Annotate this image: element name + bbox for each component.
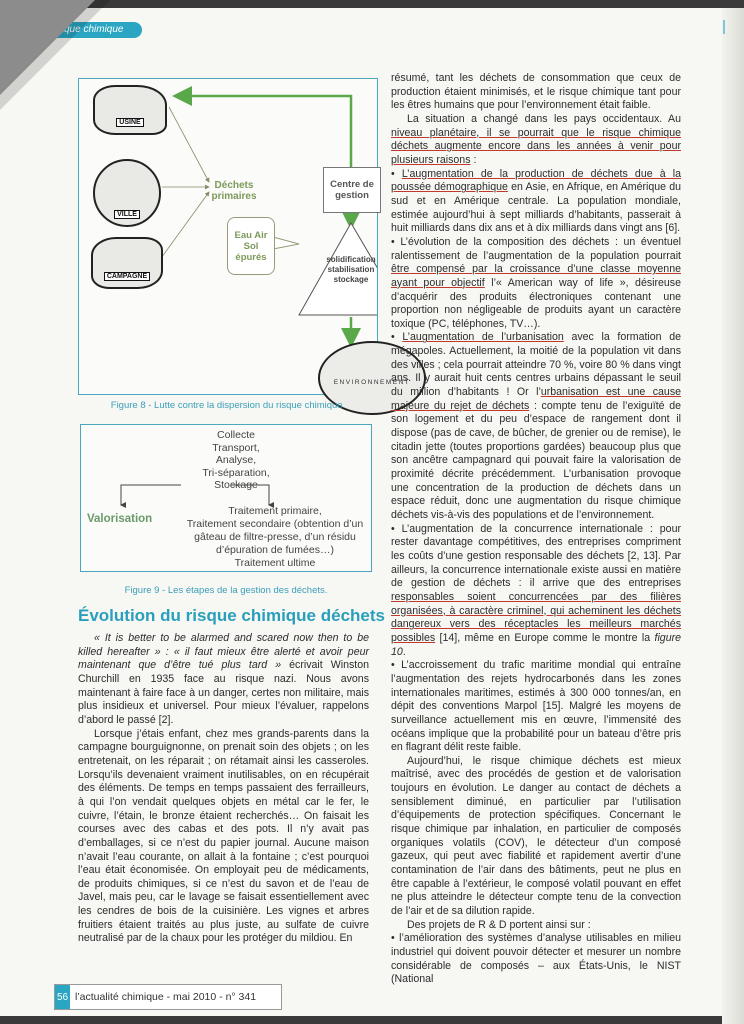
arrow-usine-to-dechets [169,107,209,182]
quote-french: « il faut mieux être alerté et avoir peur maintenant que d’être tué plus tard » [78,645,369,672]
page-number: 56 [55,985,70,1009]
underlined-text: urbanisation est une cause majeure du rejet de déchets [391,386,682,412]
step-item: Stockage [214,479,258,491]
traitement-item: Traitement secondaire (obtention d’un gâteau de filtre-presse, d’un résidu d’épuration de fumées…) [186,518,364,556]
triangle-label: solidification stabilisation stockage [326,255,376,284]
bullet-item: • L’évolution de la composition des déchets : un éventuel ralentissement de l’augmentation de la population pourrait être compensé par la croissance d’une classe moyenne ayant pour objectif l’« American way of life », désireuse d’acquérir des produits électroniques contenant une proportion non négligeable de produits ayant un caractère toxique (PC, téléphones, TV…). [391,235,681,330]
paragraph: Des projets de R & D portent ainsi sur : [407,918,591,931]
underlined-text: L’augmentation de l’urbanisation [402,331,564,344]
traitement-item: Traitement primaire, [228,505,322,517]
step-item: Analyse, [215,454,257,466]
figure-9-diagram [80,424,372,572]
publication-title: l’actualité chimique - mai 2010 - n° 341 [75,991,257,1003]
paragraph: résumé, tant les déchets de consommation que ceux de production étaient minimisés, et le risque chimique tant pour les êtres humains que pour l’environnement était faible. [391,72,681,112]
figure-9-caption: Figure 9 - Les étapes de la gestion des déchets. [124,585,328,596]
centre-gestion-box: Centre de gestion [323,167,381,213]
right-column [391,72,681,987]
paragraph: Lorsque j’étais enfant, chez mes grands-parents dans la campagne bourguignonne, on prenait soin des objets ; on les entretenait, on les réparait ; on rétamait ainsi les casseroles. Lorsqu’ils devenaient vraiment inutilisables, on en récupérait des éléments. De temps en temps passaient des ferrailleurs, à qui l’on vendait quelques objets en métal car le fer, le cuivre, l’étain, le bronze étaient recherchés… On faisait les courses avec des cabas et des pots. Il n’y avait pas d’emballages, si ce n’est du papier journal. Aucune maison n’avait l’eau courante, on allait à la fontaine ; c’est pourquoi l’eau était économisée. On employait peu de médicaments, de produits chimiques, si ce n’est du savon et de l’eau de Javel, mais peu, car le lavage se faisait essentiellement avec les cendres de bois de la cuisinière. Les vignes et arbres fruitiers étaient traités au plus juste, au sulfate de cuivre neutralisé par de la chaux pour les protéger du mildiou. En [78,727,369,945]
step-item: Tri-séparation, [202,466,270,479]
dechets-primaires-label: Déchets primaires [211,180,257,202]
figure-8-diagram [78,78,411,395]
bullet-item: • L’accroissement du trafic maritime mondial qui entraîne l’augmentation des rejets hydrocarbonés dans les zones internationales maritimes, estimés à 300 000 tonnes/an, en dépit des conventions Marpol [15]. Malgré les moyens de surveillance actuellement mis en œuvre, l’immensité des océans implique que la probabilité pour un bateau d’être pris en flagrant délit reste faible. [391,659,681,754]
valorisation-label: Valorisation [87,513,153,525]
figure-reference: figure 10 [391,631,681,658]
figure-8-caption: Figure 8 - Lutte contre la dispersion du risque chimique. [110,400,346,411]
traitement-list [181,505,369,570]
bullet-item: • L’augmentation de l’urbanisation avec la formation de mégapoles. Actuellement, la moitié de la population vit dans des villes ; cela pourrait atteindre 70 %, voire 80 % dans vingt ans. Il y aurait huit cents centres urbains dépassant le seuil du million d’habitants ! Or l’urbanisation est une cause majeure du rejet de déchets : compte tenu de l’exiguïté de son logement et du peu d’espace de rangement dont il dispose (pas de cave, de bûcher, de grenier ou de remise), le citadin jette (toutes proportions gardées) beaucoup plus que son ancêtre campagnard qui pouvait faire la valorisation de proximité décrite précédemment. L’urbanisation provoque une concentration de la production de déchets dans un espace réduit, donc une augmentation du risque chimique déchets vis-à-vis des populations et de l’environnement. [391,331,682,521]
page-edge [722,8,744,1024]
arrow-campagne-to-dechets [159,192,209,261]
ville-pictogram: VILLE [93,159,161,227]
campagne-pictogram: CAMPAGNE [91,237,163,289]
quote-english: « It is better to be alarmed and scared now then to be killed hereafter » : [78,632,369,658]
step-item: Collecte [217,429,255,441]
epures-bubble: Eau Air Sol épurés [227,217,275,275]
step-item: Transport, [212,441,260,454]
arrow-to-valorisation [121,485,181,505]
bullet-item: • L’augmentation de la concurrence internationale : pour rester davantage compétitives, des entreprises compriment les coûts d’une gestion responsable des déchets [2, 13]. Par ailleurs, la concurrence internationale existe aussi en matière de gestion de déchets : il arrive que des entreprises responsables soient concurrencées par des filières organisées, à caractère criminel, qui acheminent les déchets dangereux vers des réceptacles les meilleurs marchés possibles [14], même en Europe comme le montre la figure 10. [391,522,681,658]
section-tag: que chimique [40,22,142,38]
underlined-text: niveau planétaire, il se pourrait que le risque chimique déchets augmente encore dans les années à venir pour plusieurs raisons [391,126,681,166]
bubble-pointer [273,237,299,249]
paragraph: La situation a changé dans les pays occidentaux. Au niveau planétaire, il se pourrait que le risque chimique déchets augmente encore dans les années à venir pour plusieurs raisons : [391,112,681,166]
environment-label: ENVIRONNEMENT [333,379,411,386]
section-title: Évolution du risque chimique déchets [78,606,385,625]
steps-list [181,429,291,492]
traitement-item: Traitement ultime [234,557,316,569]
page-fold-corner [0,0,95,95]
arrow-centre-to-usine [177,96,351,167]
underlined-text: être compensé par la croissance d’une classe moyenne ayant pour objectif [391,263,681,289]
paragraph: « It is better to be alarmed and scared now then to be killed hereafter » : « il faut mieux être alerté et avoir peur maintenant que d’être tué plus tard » écrivait Winston Churchill en 1935 face au risque nazi. Nous avons maintenant à faire face à un danger, certes non militaire, mais plus insidieux et universel. Pour mieux l’évaluer, rappelons d’abord le passé [2]. [78,632,369,726]
underlined-text: responsables soient concurrencées par des filières organisées, à caractère criminel, qui acheminent les déchets dangereux vers des réceptacles les meilleurs marchés possibles [391,590,681,644]
page-footer [54,984,282,1010]
usine-pictogram: USINE [93,85,167,135]
bullet-item: • l’amélioration des systèmes d’analyse utilisables en milieu industriel qui doivent pouvoir détecter et mesurer un nombre considérable de composés – aux États-Unis, le NIST (National [391,932,681,986]
margin-mark [723,20,725,34]
paragraph: Aujourd’hui, le risque chimique déchets est mieux maîtrisé, avec des procédés de gestion et de valorisation toujours en évolution. Le danger au contact de déchets a sensiblement diminué, en particulier par l’utilisation d’équipements de protection spécifiques. Concernant le risque chimique par inhalation, en particulier de composés organiques volatils (COV), le détecteur d’un composé gazeux, qui peut avec fiabilité et rapidement avertir d’une contamination de l’air dans des bâtiments, peut ne plus en être capable à l’extérieur, le composé volatil pouvant en effet ne plus atteindre le détecteur compte tenu de la convection de l’air et de sa dilution rapide. [391,754,681,918]
left-column [78,632,369,946]
underlined-text: L’augmentation de la production de déchets due à la poussée démographique [391,167,682,194]
bullet-item: • L’augmentation de la production de déchets due à la poussée démographique en Asie, en Afrique, en Amérique du sud et en Amérique centrale. La population mondiale, estimée aujourd’hui à sept milliards d’habitants, passerait à huit milliards dans dix ans et à dix milliards dans vingt ans [6]. [391,167,682,235]
